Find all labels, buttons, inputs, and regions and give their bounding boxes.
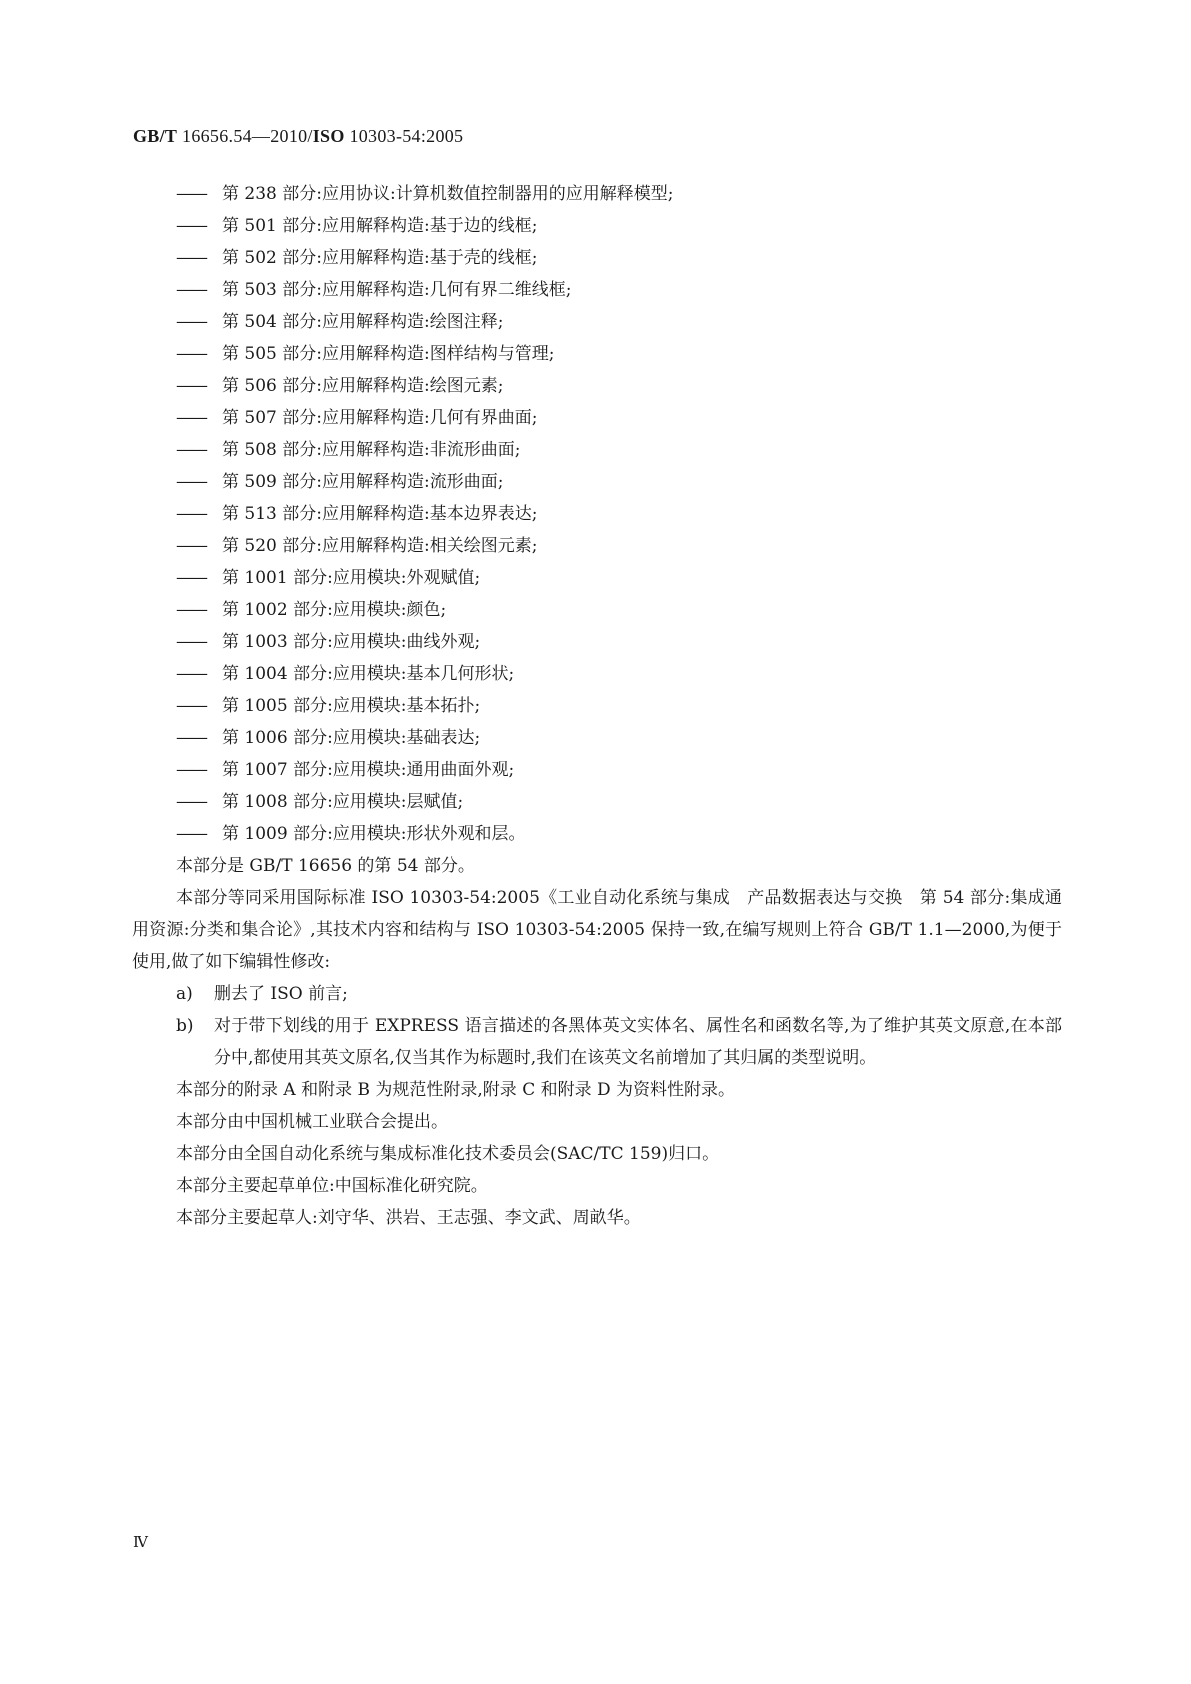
dash-marker: —— (176, 696, 206, 716)
edit-item-b (132, 1010, 1062, 1074)
paragraph-drafters: 本部分主要起草人:刘守华、洪岩、王志强、李文武、周畝华。 (176, 1208, 641, 1228)
document-header (133, 126, 463, 147)
list-item-text: 第 509 部分:应用解释构造:流形曲面; (222, 472, 504, 492)
list-item-text: 第 502 部分:应用解释构造:基于壳的线框; (222, 248, 538, 268)
list-item (132, 370, 1062, 402)
edit-item-marker: b) (176, 1016, 194, 1036)
list-item (132, 498, 1062, 530)
dash-marker: —— (176, 760, 206, 780)
dash-marker: —— (176, 824, 206, 844)
list-item (132, 690, 1062, 722)
dash-marker: —— (176, 536, 206, 556)
list-item (132, 658, 1062, 690)
list-item (132, 434, 1062, 466)
paragraph-part-of: 本部分是 GB/T 16656 的第 54 部分。 (176, 856, 475, 876)
dash-marker: —— (176, 280, 206, 300)
dash-marker: —— (176, 408, 206, 428)
list-item (132, 594, 1062, 626)
list-item-text: 第 513 部分:应用解释构造:基本边界表达; (222, 504, 538, 524)
dash-marker: —— (176, 344, 206, 364)
paragraph-equivalent-adoption: 本部分等同采用国际标准 ISO 10303-54:2005《工业自动化系统与集成 产品数据表达与交换 第 54 部分:集成通用资源:分类和集合论》,其技术内容和结构与 ISO 10303-54:2005 保持一致,在编写规则上符合 GB/T 1.1—2000,为便于使用,做了如下编辑性修改: (132, 888, 1062, 972)
list-item (132, 818, 1062, 850)
dash-marker: —— (176, 568, 206, 588)
dash-marker: —— (176, 632, 206, 652)
list-item (132, 210, 1062, 242)
list-item (132, 306, 1062, 338)
list-item-text: 第 1007 部分:应用模块:通用曲面外观; (222, 760, 515, 780)
dash-marker: —— (176, 376, 206, 396)
list-item-text: 第 238 部分:应用协议:计算机数值控制器用的应用解释模型; (222, 184, 674, 204)
list-item-text: 第 507 部分:应用解释构造:几何有界曲面; (222, 408, 538, 428)
header-std-number: 16656.54—2010/ (177, 126, 313, 146)
list-item-text: 第 1003 部分:应用模块:曲线外观; (222, 632, 481, 652)
dash-marker: —— (176, 504, 206, 524)
edit-item-text: 删去了 ISO 前言; (214, 984, 348, 1004)
dash-marker: —— (176, 312, 206, 332)
list-item-text: 第 1009 部分:应用模块:形状外观和层。 (222, 824, 526, 844)
document-body (132, 178, 1062, 1234)
dash-marker: —— (176, 728, 206, 748)
list-item (132, 722, 1062, 754)
list-item (132, 562, 1062, 594)
list-item (132, 530, 1062, 562)
paragraph-annexes: 本部分的附录 A 和附录 B 为规范性附录,附录 C 和附录 D 为资料性附录。 (176, 1080, 736, 1100)
dash-marker: —— (176, 472, 206, 492)
list-item (132, 466, 1062, 498)
list-item-text: 第 520 部分:应用解释构造:相关绘图元素; (222, 536, 538, 556)
list-item (132, 754, 1062, 786)
dash-marker: —— (176, 440, 206, 460)
dash-marker: —— (176, 792, 206, 812)
dash-marker: —— (176, 248, 206, 268)
paragraph-drafting-unit: 本部分主要起草单位:中国标准化研究院。 (176, 1176, 488, 1196)
list-item (132, 178, 1062, 210)
list-item-text: 第 501 部分:应用解释构造:基于边的线框; (222, 216, 538, 236)
list-item (132, 402, 1062, 434)
edit-item-marker: a) (176, 984, 193, 1004)
list-item (132, 274, 1062, 306)
header-std-prefix: GB/T (133, 126, 178, 146)
dash-marker: —— (176, 600, 206, 620)
list-item (132, 242, 1062, 274)
paragraph-proposer: 本部分由中国机械工业联合会提出。 (176, 1112, 448, 1132)
list-item-text: 第 1002 部分:应用模块:颜色; (222, 600, 447, 620)
list-item-text: 第 1004 部分:应用模块:基本几何形状; (222, 664, 515, 684)
edit-item-a (132, 978, 1062, 1010)
list-item-text: 第 1008 部分:应用模块:层赋值; (222, 792, 464, 812)
list-item-text: 第 503 部分:应用解释构造:几何有界二维线框; (222, 280, 572, 300)
list-item-text: 第 1005 部分:应用模块:基本拓扑; (222, 696, 481, 716)
list-item-text: 第 1001 部分:应用模块:外观赋值; (222, 568, 481, 588)
parts-list (132, 178, 1062, 850)
list-item-text: 第 506 部分:应用解释构造:绘图元素; (222, 376, 504, 396)
edit-item-text: 对于带下划线的用于 EXPRESS 语言描述的各黑体英文实体名、属性名和函数名等,为了维护其英文原意,在本部分中,都使用其英文原名,仅当其作为标题时,我们在该英文名前增加了其归属的类型说明。 (214, 1016, 1062, 1068)
list-item-text: 第 1006 部分:应用模块:基础表达; (222, 728, 481, 748)
dash-marker: —— (176, 184, 206, 204)
list-item (132, 786, 1062, 818)
list-item (132, 338, 1062, 370)
list-item-text: 第 504 部分:应用解释构造:绘图注释; (222, 312, 504, 332)
dash-marker: —— (176, 664, 206, 684)
dash-marker: —— (176, 216, 206, 236)
list-item-text: 第 508 部分:应用解释构造:非流形曲面; (222, 440, 521, 460)
list-item-text: 第 505 部分:应用解释构造:图样结构与管理; (222, 344, 555, 364)
header-iso-number: 10303-54:2005 (344, 126, 464, 146)
list-item (132, 626, 1062, 658)
header-iso-prefix: ISO (312, 126, 345, 146)
page-number: Ⅳ (133, 1533, 148, 1551)
paragraph-committee: 本部分由全国自动化系统与集成标准化技术委员会(SAC/TC 159)归口。 (176, 1144, 720, 1164)
